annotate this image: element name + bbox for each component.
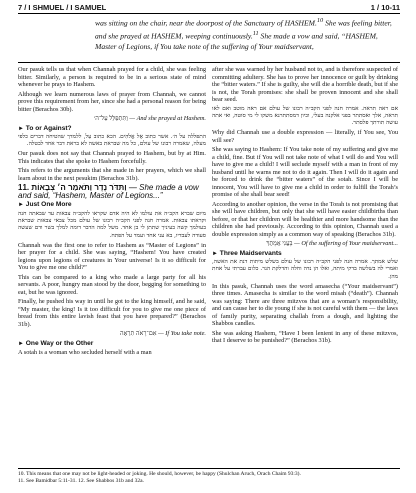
- paragraph: Our pasuk does not say that Channah prayed to Hashem, but by at Him. This indicates that she spoke to Hashem forcefully.: [18, 150, 206, 165]
- hebrew-text: התפללה על ה׳. אשר כתוב אֶל אֱלֹהִים. הכא כתוב עַל, ללמדך שהטיחה דברים כלפי מעלה, שאמרה רבונו של עולם, כל מה שבראת באשה לא בראת דבר אחד לבטלה.: [18, 134, 206, 148]
- lemma: [18, 115, 206, 123]
- lemma-english: — And she prayed at Hashem.: [129, 115, 206, 122]
- section-heading: ► Just One More: [18, 201, 72, 209]
- footnote-ref-10: 10: [316, 17, 324, 24]
- paragraph: She was saying to Hashem: If You take note of my suffering and give me a child, fine. But if You will not take note of what I will do and You will have to give me a child! I will seclude myself with a man in front of my husband until he warns me not to do it again. Then I will do it again and be forced to drink the “bitter waters” of the sotah. Since I will be innocent, You will have to give me a child in order to fulfill the Torah’s promise of she shall bear seed!: [212, 146, 398, 199]
- paragraph: Channah was the first one to refer to Hashem as “Master of Legions” in her prayer for a child. She was saying, “Hashem! You have created legions upon legions of creatures in Your universe! Is it so difficult for You to give me one child?”: [18, 241, 206, 272]
- hebrew-text: שלש אמתך. אמרה חנה לפני הקב״ה רבונו של עולם בשלש מיתות דנת את האשה, ואמרי לה בשלשה בדקי מיתה, ואלו הן נדה וחלה והדלקת הנר. כלום עברתי על אחת מהן.: [212, 259, 398, 280]
- footnote: 10. This means that one may not be light-headed or joking. He should, however, be happy (Shulchan Aruch, Orach Chaim 93:3).: [18, 471, 301, 477]
- triangle-bullet-icon: ►: [18, 125, 24, 132]
- section-heading: ► To or Against?: [18, 124, 72, 132]
- header-left: 7 / I SHMUEL / I SAMUEL: [18, 3, 107, 12]
- intro-text-3: She made a vow and said, “HASHEM, Master of Legions, if You take note of the suffering of Your maidservant,: [95, 31, 378, 51]
- lemma-hebrew: וַתִּתְפַּלֵּל עַל־ה׳: [93, 115, 128, 122]
- lemma-english: — She made a vow and said, “Hashem, Master of Legions...”: [18, 183, 199, 200]
- hebrew-text: מיום שברא הקב״ה את עולמו לא היה אדם שקראו להקב״ה צבאות עד שבאתה חנה וקראתו צבאות. אמרה חנה לפני הקב״ה רבונו של עולם מכל צבאי צבאות שבראת בעולמך קשה בעיניך שתתן לי בן אחד. משל למה הדבר דומה למלך בשר ודם שעשה סעודה לעבדיו, בא עני אחד ועמד על הפתח.: [18, 210, 206, 239]
- paragraph: According to another opinion, the verse in the Torah is not promising that she will have children, but only that she will have easier childbirths than before, or that her children will be healthier and more handsome than the children she had previously. According to this opinion, Channah used a double expression simply as a common way of speaking (Berachos 31b).: [212, 200, 398, 238]
- hebrew-text: אם ראה תראה. אמרה חנה לפני הקב״ה רבונו של עולם אם ראה מוטב ואם לאו תראה, אלך ואסתתר בפני אלקנה בעלי, וכיון דמסתתרנא משקו לי מי סוטה, ואי אתה עושה תורתך פלסתר.: [212, 105, 398, 126]
- footnote-divider: [18, 468, 400, 469]
- paragraph: Although we learn numerous laws of prayer from Channah, we cannot prove this requirement from her, since she had a personal reason for being bitter (Berachos 30b).: [18, 90, 206, 113]
- footnote: 11. See Bamidbar 5:11-31. 12. See Shabbos 31b and 32a.: [18, 478, 144, 484]
- section-heading: ► One Way or the Other: [18, 339, 94, 347]
- header-right: 1 / 10-11: [370, 3, 400, 12]
- lemma-english: — If You take note.: [158, 330, 206, 338]
- triangle-bullet-icon: ►: [18, 340, 24, 347]
- intro-text-2: She was feeling bitter, and she prayed at HASHEM, weeping continuously.: [95, 18, 392, 41]
- paragraph: She was asking Hashem, “Have I been lenient in any of these mitzvos, that I deserve to be punished?” (Berachos 31b).: [212, 329, 398, 345]
- lemma-hebrew: אִם־רָאֹה תִרְאֶה: [120, 330, 157, 338]
- intro-text-1: was sitting on the chair, near the doorpost of the Sanctuary of HASHEM.: [95, 18, 317, 28]
- paragraph: This can be compared to a king who made a large party for all his servants. A poor, hungry man stood by the door, begging for something to eat, but he was ignored.: [18, 273, 206, 296]
- paragraph: after she was warned by her husband not to, and is therefore suspected of committing adultery. She has to prove her innocence or guilt by drinking the “bitter waters.” If she is guilty, she will die a horrible death, but if she is not, the Torah promises: she shall be proven innocent and she shall bear seed.: [212, 66, 398, 103]
- paragraph: Our pasuk tells us that when Channah prayed for a child, she was feeling bitter. Similarly, a person is required to be in a serious state of mind whenever he prays to Hashem.: [18, 66, 206, 88]
- footnote-ref-11: 11: [252, 29, 259, 37]
- verse-lemma: [18, 184, 206, 199]
- paragraph: Why did Channah use a double expression — literally, if You see, You will see?: [212, 129, 398, 144]
- lemma: [212, 240, 398, 248]
- intro-divider: [18, 62, 400, 63]
- triangle-bullet-icon: ►: [18, 202, 24, 209]
- paragraph: Finally, he pushed his way in until he got to the king himself, and he said, “My master, the king! Is it too difficult for you to give me one piece of bread from this entire lavish feast that you have prepared?” (Berachos 31b).: [18, 298, 206, 328]
- paragraph: A sotah is a woman who secluded herself with a man: [18, 349, 152, 357]
- verse-number: 11.: [18, 183, 30, 193]
- lemma-hebrew: וַתִּדֹּר נֶדֶר וַתֹּאמַר ה׳ צְבָאוֹת: [31, 183, 127, 193]
- paragraph: In this pasuk, Channah uses the word amasecha (“Your maidservant”) three times. Amasecha is similar to the word misah (“death”). Channah was saying: There are three mitzvos that are a woman’s responsibility, and can cause her to die young if she is not careful with them — the laws of family purity, separating challah from a dough, and lighting the Shabbos candles.: [212, 282, 398, 328]
- footnotes: [18, 471, 400, 485]
- section-heading: ► Three Maidservants: [212, 249, 282, 257]
- lemma: [18, 330, 206, 338]
- lemma-hebrew: בָּעֳנִי אֲמָתֶךָ: [266, 240, 293, 248]
- paragraph: This refers to the arguments that she made in her prayers, which we shall learn about in the next pesukim (Berachos 31b).: [18, 167, 206, 182]
- left-column: [18, 66, 206, 359]
- right-column: [212, 66, 398, 347]
- lemma-english: — Of the suffering of Your maidservant...: [294, 240, 398, 248]
- header-divider: [18, 13, 400, 14]
- triangle-bullet-icon: ►: [212, 250, 218, 257]
- translation-passage: [95, 16, 398, 52]
